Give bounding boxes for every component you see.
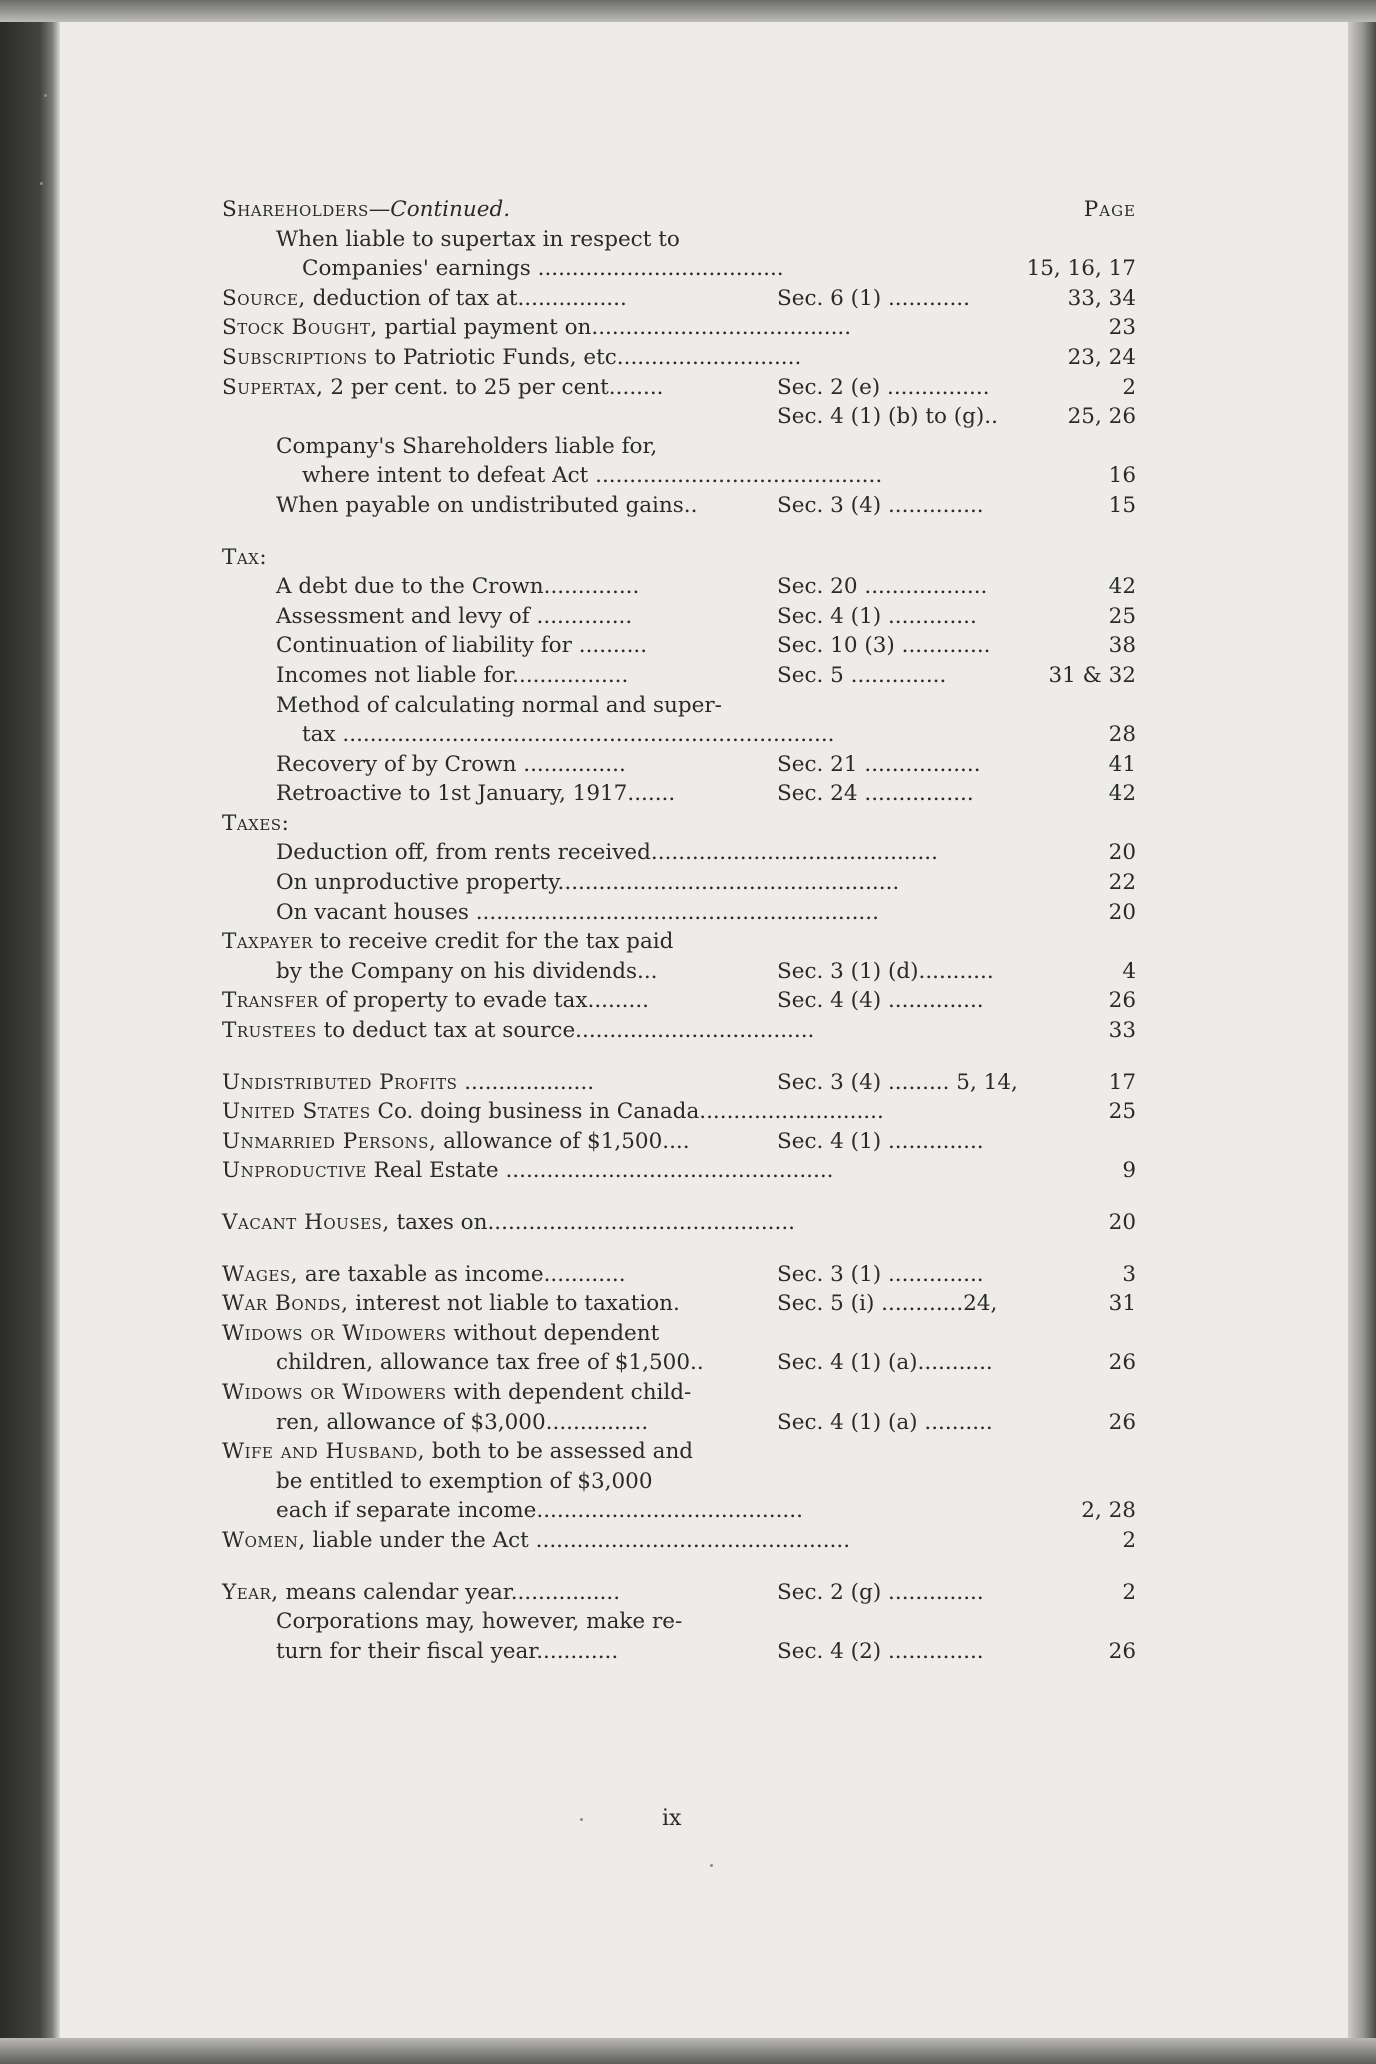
entry-text [222,373,664,403]
entry-term: Unmarried Persons, [222,1128,437,1154]
entry-text [276,602,632,632]
speck-1 [44,94,47,97]
index-entry [222,1437,1142,1467]
entry-description: partial payment on...................................... [377,315,852,341]
entry-term: Vacant Houses, [222,1210,390,1235]
entry-page-ref: 2 [1122,1527,1136,1553]
entry-section-ref: Sec. 3 (1) (d)........... [777,958,994,984]
entry-term: Source, [222,285,306,311]
entry-page-ref: 2 [1122,374,1136,400]
entry-section-ref: Sec. 6 (1) ............ [777,285,970,311]
entry-term: Women, [222,1527,306,1553]
entry-section-ref: Sec. 3 (1) .............. [777,1261,984,1287]
entry-text [222,1068,594,1098]
entry-description: Continuation of liability for .......... [276,633,648,659]
entry-term: Undistributed Profits [222,1069,458,1095]
entry-page-ref: 31 & 32 [1048,662,1136,688]
entry-page-ref: 20 [1108,899,1136,925]
entry-text [276,631,647,661]
entry-term: Widows or Widowers [222,1379,447,1405]
page-column-label: Page [1083,197,1136,222]
index-entry [222,898,1142,928]
entry-description: deduction of tax at................ [305,285,627,311]
entry-term: Transfer [222,988,319,1014]
entry-description: to Patriotic Funds, etc........................... [367,344,802,370]
entry-section-ref: Sec. 4 (1) (a) .......... [777,1409,993,1435]
entry-page-ref: 26 [1108,988,1136,1014]
index-entry [222,1097,1142,1127]
entry-description: Assessment and levy of .............. [276,603,633,629]
index-entry [222,779,1142,809]
entry-text [276,957,658,987]
entry-gap [222,1046,1142,1068]
entry-description: Real Estate ................................................ [366,1158,834,1184]
index-entry [222,1607,1142,1637]
entry-description: When liable to supertax in respect to [276,226,680,252]
entry-section-ref: Sec. 2 (g) .............. [777,1579,984,1605]
entry-description: taxes on............................................. [389,1210,796,1235]
entry-description: Companies' earnings .................................... [302,256,784,282]
entry-description: Recovery of by Crown ............... [276,751,626,777]
entry-page-ref: 41 [1108,751,1136,777]
scan-top-edge [0,0,1376,22]
entry-section-ref: Sec. 10 (3) ............. [777,633,991,659]
entry-term: Trustees [222,1018,317,1044]
index-entry [222,957,1142,987]
entry-text [222,1378,691,1408]
index-entry [222,572,1142,602]
entry-description: turn for their fiscal year............ [276,1638,619,1664]
entry-text [276,225,680,255]
entry-text [276,432,657,462]
entry-page-ref: 15 [1108,492,1136,518]
index-entry [222,1016,1142,1046]
index-entry [222,402,1142,432]
folio-number: ix [662,1806,682,1831]
index-entry [222,661,1142,691]
header-continued: —Continued. [368,197,511,222]
index-entry [222,1378,1142,1408]
entry-text [276,1408,648,1438]
entry-term: Wages, [222,1261,298,1287]
entry-section-ref: Sec. 24 ................ [777,781,974,807]
entry-text [222,1578,620,1608]
entry-text [222,543,267,573]
entry-description: ................... [457,1069,595,1095]
entry-section-ref: Sec. 3 (4) .............. [777,492,984,518]
entry-page-ref: 22 [1108,870,1136,896]
entry-page-ref: 42 [1108,781,1136,807]
index-header [222,195,1142,225]
entry-text [222,1097,884,1127]
entry-section-ref: Sec. 4 (2) .............. [777,1638,984,1664]
entry-text [222,313,851,343]
index-entry [222,313,1142,343]
entry-term: Unproductive [222,1158,367,1184]
index-list [222,195,1142,1666]
index-entry [222,1068,1142,1098]
entry-page-ref: 31 [1108,1291,1136,1317]
index-entry [222,1319,1142,1349]
entry-text [222,1526,850,1556]
entry-description: allowance of $1,500.... [436,1128,690,1154]
entry-section-ref: Sec. 21 ................. [777,751,981,777]
index-entry [222,1408,1142,1438]
entry-text [276,661,628,691]
entry-page-ref: 28 [1108,722,1136,748]
speck-3 [580,1818,583,1821]
entry-text [276,868,899,898]
entry-gap [222,521,1142,543]
entry-text [302,461,882,491]
entry-description: be entitled to exemption of $3,000 [276,1468,653,1494]
entry-description: both to be assessed and [425,1439,694,1465]
entry-description: Corporations may, however, make re- [276,1609,683,1635]
entry-text [276,1607,682,1637]
entry-description: each if separate income....................................... [276,1498,803,1524]
entry-page-ref: 38 [1108,633,1136,659]
entry-page-ref: 2 [1122,1579,1136,1605]
entry-text [222,1319,659,1349]
entry-text [302,720,834,750]
entry-section-ref: Sec. 4 (1) ............. [777,603,977,629]
entry-section-ref: Sec. 2 (e) ............... [777,374,990,400]
entry-description: ren, allowance of $3,000............... [276,1409,649,1435]
entry-text [276,1637,618,1667]
index-entry [222,1637,1142,1667]
entry-text [222,986,649,1016]
index-rows [222,225,1142,1667]
entry-description: Co. doing business in Canada........................... [370,1099,884,1125]
speck-4 [710,1864,713,1867]
entry-gap [222,1556,1142,1578]
entry-description: by the Company on his dividends... [276,958,658,984]
index-entry [222,254,1142,284]
entry-page-ref: 2, 28 [1081,1498,1136,1524]
entry-page-ref: 23 [1108,315,1136,341]
entry-term: War Bonds, [222,1291,349,1317]
entry-page-ref: 4 [1122,958,1136,984]
entry-term: Year, [222,1579,279,1605]
entry-description: On unproductive property.................................................. [276,870,900,896]
entry-description: On vacant houses ........................................................... [276,899,879,925]
entry-description: A debt due to the Crown.............. [276,574,640,600]
entry-page-ref: 23, 24 [1067,344,1136,370]
entry-description: 2 per cent. to 25 per cent........ [323,374,664,400]
entry-description: interest not liable to taxation. [348,1291,680,1317]
index-entry [222,602,1142,632]
header-section: Shareholders [222,197,369,222]
index-entry [222,1526,1142,1556]
index-entry [222,1467,1142,1497]
index-entry [222,1260,1142,1290]
entry-term: Subscriptions [222,344,368,370]
entry-description: Deduction off, from rents received.......................................... [276,840,938,866]
entry-text [222,1127,690,1157]
index-entry [222,1289,1142,1319]
entry-page-ref: 33, 34 [1067,285,1136,311]
entry-text [222,1208,795,1238]
index-entry [222,225,1142,255]
index-entry [222,986,1142,1016]
entry-text [276,838,938,868]
entry-page-ref: 33 [1108,1018,1136,1044]
entry-section-ref: Sec. 4 (1) .............. [777,1128,984,1154]
entry-text [276,491,697,521]
scan-bottom-edge [0,2038,1376,2064]
entry-text [222,1156,834,1186]
speck-2 [40,182,43,185]
index-entry [222,1578,1142,1608]
entry-section-ref: Sec. 4 (1) (b) to (g).. [777,404,998,430]
index-entry [222,838,1142,868]
entry-page-ref: 26 [1108,1409,1136,1435]
entry-page-ref: 16 [1108,463,1136,489]
entry-term: Wife and Husband, [222,1439,426,1465]
index-entry [222,720,1142,750]
index-entry [222,543,1142,573]
entry-description: Retroactive to 1st January, 1917....... [276,781,676,807]
index-entry [222,631,1142,661]
entry-text [222,343,801,373]
index-entry [222,491,1142,521]
entry-description: without dependent [446,1320,660,1346]
index-entry [222,927,1142,957]
entry-section-ref: Sec. 3 (4) ......... 5, 14, [777,1069,1018,1095]
entry-text [222,1289,680,1319]
entry-description: liable under the Act .............................................. [305,1527,851,1553]
index-entry [222,284,1142,314]
index-entry [222,691,1142,721]
entry-text [276,691,722,721]
entry-text [276,779,675,809]
entry-term: United States [222,1099,371,1125]
index-entry [222,1496,1142,1526]
entry-page-ref: 20 [1108,840,1136,866]
entry-page-ref: 9 [1122,1158,1136,1184]
entry-section-ref: Sec. 4 (4) .............. [777,988,984,1014]
entry-section-ref: Sec. 20 .................. [777,574,988,600]
entry-term: Stock Bought, [222,315,378,341]
entry-text [276,898,879,928]
index-entry [222,868,1142,898]
entry-term: Widows or Widowers [222,1320,447,1346]
entry-section-ref: Sec. 5 (i) ............24, [777,1291,998,1317]
entry-page-ref: 25 [1108,1099,1136,1125]
entry-description: means calendar year................ [278,1579,621,1605]
entry-description: tax ........................................................................ [302,722,835,748]
entry-description: of property to evade tax......... [318,988,649,1014]
entry-description: to deduct tax at source................................... [316,1018,815,1044]
entry-text [222,927,673,957]
index-entry [222,432,1142,462]
entry-page-ref: 3 [1122,1261,1136,1287]
entry-description: are taxable as income............ [297,1261,626,1287]
entry-text [276,1348,704,1378]
entry-text [222,1260,626,1290]
index-entry [222,1208,1142,1238]
entry-text [276,750,626,780]
entry-description: to receive credit for the tax paid [312,929,674,955]
entry-gap [222,1186,1142,1208]
index-entry [222,809,1142,839]
index-entry [222,750,1142,780]
index-entry [222,373,1142,403]
entry-page-ref: 26 [1108,1350,1136,1376]
entry-page-ref: 15, 16, 17 [1026,256,1136,282]
entry-description: Method of calculating normal and super- [276,692,722,718]
entry-gap [222,1238,1142,1260]
entry-text [222,809,289,839]
entry-text [222,1437,693,1467]
entry-description: When payable on undistributed gains.. [276,492,698,518]
entry-section-ref: Sec. 4 (1) (a)........... [777,1350,993,1376]
entry-term: Tax: [222,544,268,570]
entry-description: Incomes not liable for................. [276,662,629,688]
entry-page-ref: 25 [1108,603,1136,629]
entry-term: Taxes: [222,810,290,836]
entry-text [222,284,627,314]
entry-description: with dependent child- [446,1379,692,1405]
entry-section-ref: Sec. 5 .............. [777,662,947,688]
entry-page-ref: 25, 26 [1067,404,1136,430]
entry-page-ref: 17 [1108,1069,1136,1095]
entry-text [276,572,639,602]
entry-text [276,1496,803,1526]
index-entry [222,1156,1142,1186]
entry-term: Supertax, [222,374,324,400]
index-entry [222,1348,1142,1378]
entry-description: Company's Shareholders liable for, [276,433,658,459]
entry-description: children, allowance tax free of $1,500.. [276,1350,704,1376]
index-entry [222,1127,1142,1157]
entry-term: Taxpayer [222,929,313,955]
entry-text [302,254,784,284]
entry-page-ref: 42 [1108,574,1136,600]
index-entry [222,343,1142,373]
entry-text [222,1016,814,1046]
entry-text [276,1467,653,1497]
entry-page-ref: 20 [1108,1210,1136,1235]
index-entry [222,461,1142,491]
entry-description: where intent to defeat Act .......................................... [302,463,883,489]
entry-page-ref: 26 [1108,1638,1136,1664]
